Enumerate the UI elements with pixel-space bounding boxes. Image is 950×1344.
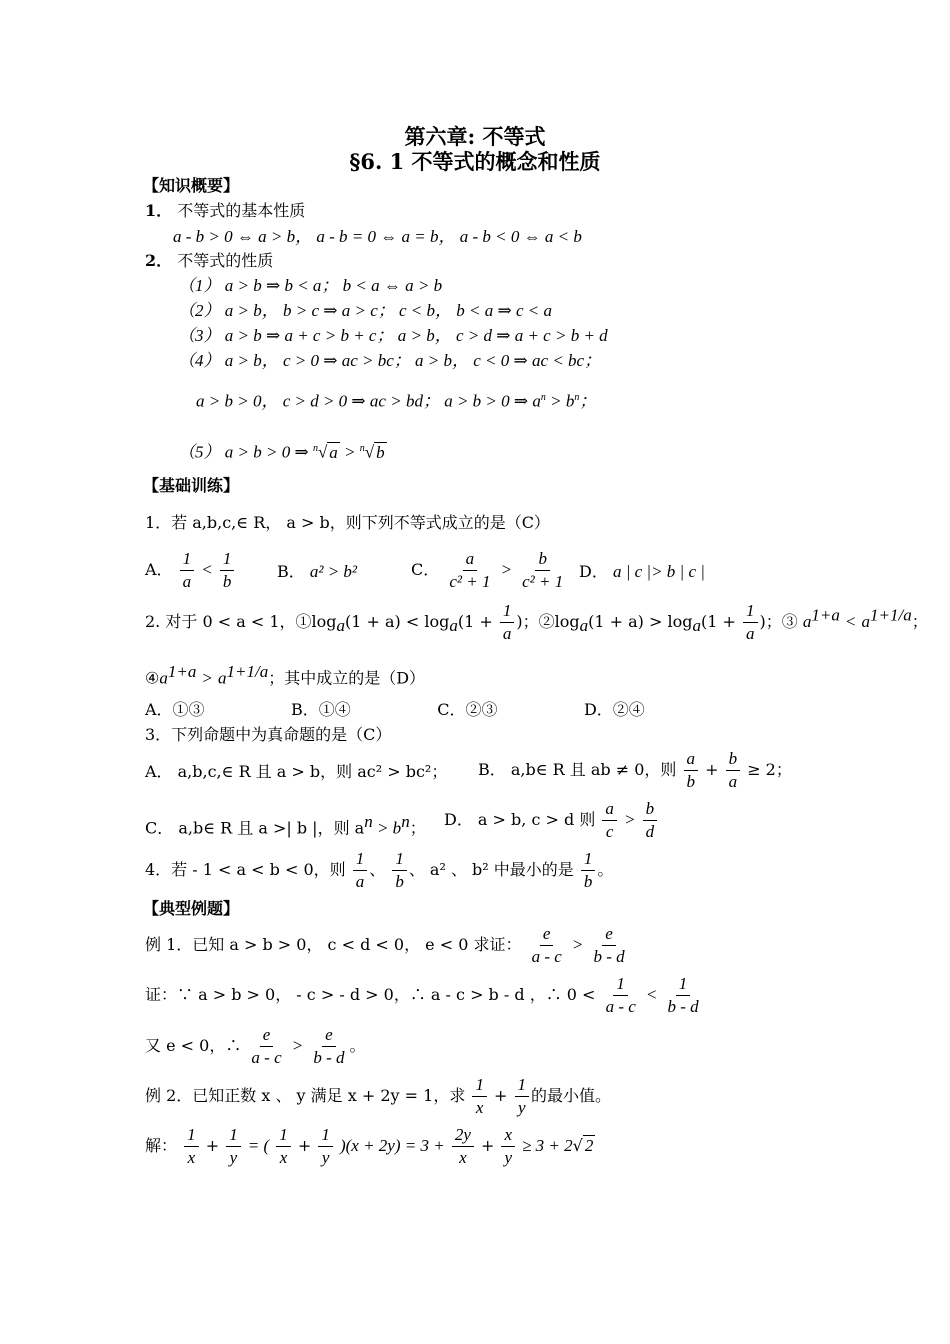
property-4b: a > b > 0， c > d > 0 ⇒ ac > bd； a > b > 0 ⇒ $a^n > b^n$； <box>196 391 597 411</box>
example-1-proof: 证：∵ a > b > 0， - c > - d > 0，∴ a - c > b - d ，∴ 0 < $\frac{1}{a - c}$ < $\frac{1}{b - d}$ <box>145 974 699 1016</box>
q1-option-c: C． $\frac{a}{\text{c² + 1}}$ > $\frac{b}{\text{c² + 1}}$ <box>411 549 564 591</box>
q1-option-d: D． a | c |> b | c | <box>579 562 705 581</box>
property-3: （3） a > b ⇒ a + c > b + c； a > b， c > d ⇒ a + c > b + d <box>178 326 608 345</box>
section-title: §6. 1 不等式的概念和性质 <box>349 149 601 174</box>
overview-item1-text: 不等式的基本性质 <box>177 201 306 220</box>
example-2: 例 2．已知正数 x 、 y 满足 x + 2y = 1，求 $\frac{1}{x}$ + $\frac{1}{y}$ 的最小值。 <box>145 1075 612 1117</box>
q1-option-b: B． a² > b² <box>277 562 358 581</box>
question-4: 4．若 - 1 < a < b < 0，则 $\frac{1}{a}$ 、 $\frac{1}{b}$ 、 a² 、 b² 中最小的是 $\frac{1}{b}$ 。 <box>145 849 614 891</box>
question-1: 1．若 a,b,c,∈ R， a > b，则下列不等式成立的是（C） <box>145 513 550 532</box>
question-2: 2. 对于 0 < a < 1，$①\log_a(1 + a) < \log_a(1$ + $\frac{1}{a}$ )；$②\log_a(1 + a) > \log_a(1$ + $\frac{1}{a}$ )；③ $a^{1+a} < a^{1+1/a}$； <box>145 601 928 643</box>
question-2-line2: $④a^{1+a} > a^{1+1/a}$；其中成立的是（D） <box>145 662 426 688</box>
q3-option-c: C． a,b∈ R 且 a >| b |，则 $a^n > b^n$； <box>145 812 426 838</box>
property-2: （2） a > b， b > c ⇒ a > c； c < b， b < a ⇒ c < a <box>178 301 552 320</box>
overview-item1-label: 1． <box>145 201 173 220</box>
example-1-conclusion: 又 e < 0，∴ $\frac{e}{a - c}$ > $\frac{e}{b - d}$ 。 <box>145 1025 366 1067</box>
overview-item1 <box>145 201 305 221</box>
q3-option-d: D． a > b, c > d 则 $\frac{a}{c}$ > $\frac{b}{d}$ <box>444 798 659 843</box>
property-5: （5） a > b > 0 ⇒ $^n$√ a > $^n$√ b <box>178 442 385 462</box>
example-1: 例 1．已知 a > b > 0， c < d < 0， e < 0 求证： $\frac{e}{a - c}$ > $\frac{e}{b - d}$ <box>145 924 625 966</box>
question-3: 3．下列命题中为真命题的是（C） <box>145 725 392 744</box>
q3-option-b: B． a,b∈ R 且 ab ≠ 0，则 $\frac{a}{b}$ + $\frac{b}{a}$ ≥ 2； <box>478 749 792 791</box>
overview-item2-text: 不等式的性质 <box>177 251 274 270</box>
q1-option-a: A． $\frac{1}{a}$ < $\frac{1}{b}$ <box>145 548 236 593</box>
overview-item1-formula: a - b > 0 ⇔ a > b， a - b = 0 ⇔ a = b， a - b < 0 ⇔ a < b <box>173 227 582 246</box>
root-index: n <box>312 443 318 454</box>
overview-item2-label: 2． <box>145 251 173 270</box>
property-1: （1） a > b ⇒ b < a； b < a ⇔ a > b <box>178 276 443 295</box>
property-4: （4） a > b， c > 0 ⇒ ac > bc； a > b， c < 0 ⇒ ac < bc； <box>178 351 602 370</box>
chapter-title: 第六章: 不等式 <box>404 124 546 149</box>
q3-option-a: A． a,b,c,∈ R 且 a > b，则 ac² > bc²； <box>145 762 448 781</box>
overview-heading: 【知识概要】 <box>143 176 240 195</box>
overview-item2 <box>145 251 273 271</box>
example-2-solution: 解： $\frac{1}{x}$ + $\frac{1}{y}$ = ( $\frac{1}{x}$ + $\frac{1}{y}$ )(x + 2y) = 3 + $\frac{2y}{x}$ + $\frac{x}{y}$ ≥ 3 + 2√ 2 <box>145 1125 594 1167</box>
q2-options: A．①③ B．①④ C．②③ D．②④ <box>145 700 645 719</box>
examples-heading: 【典型例题】 <box>143 899 240 918</box>
training-heading: 【基础训练】 <box>143 476 240 495</box>
